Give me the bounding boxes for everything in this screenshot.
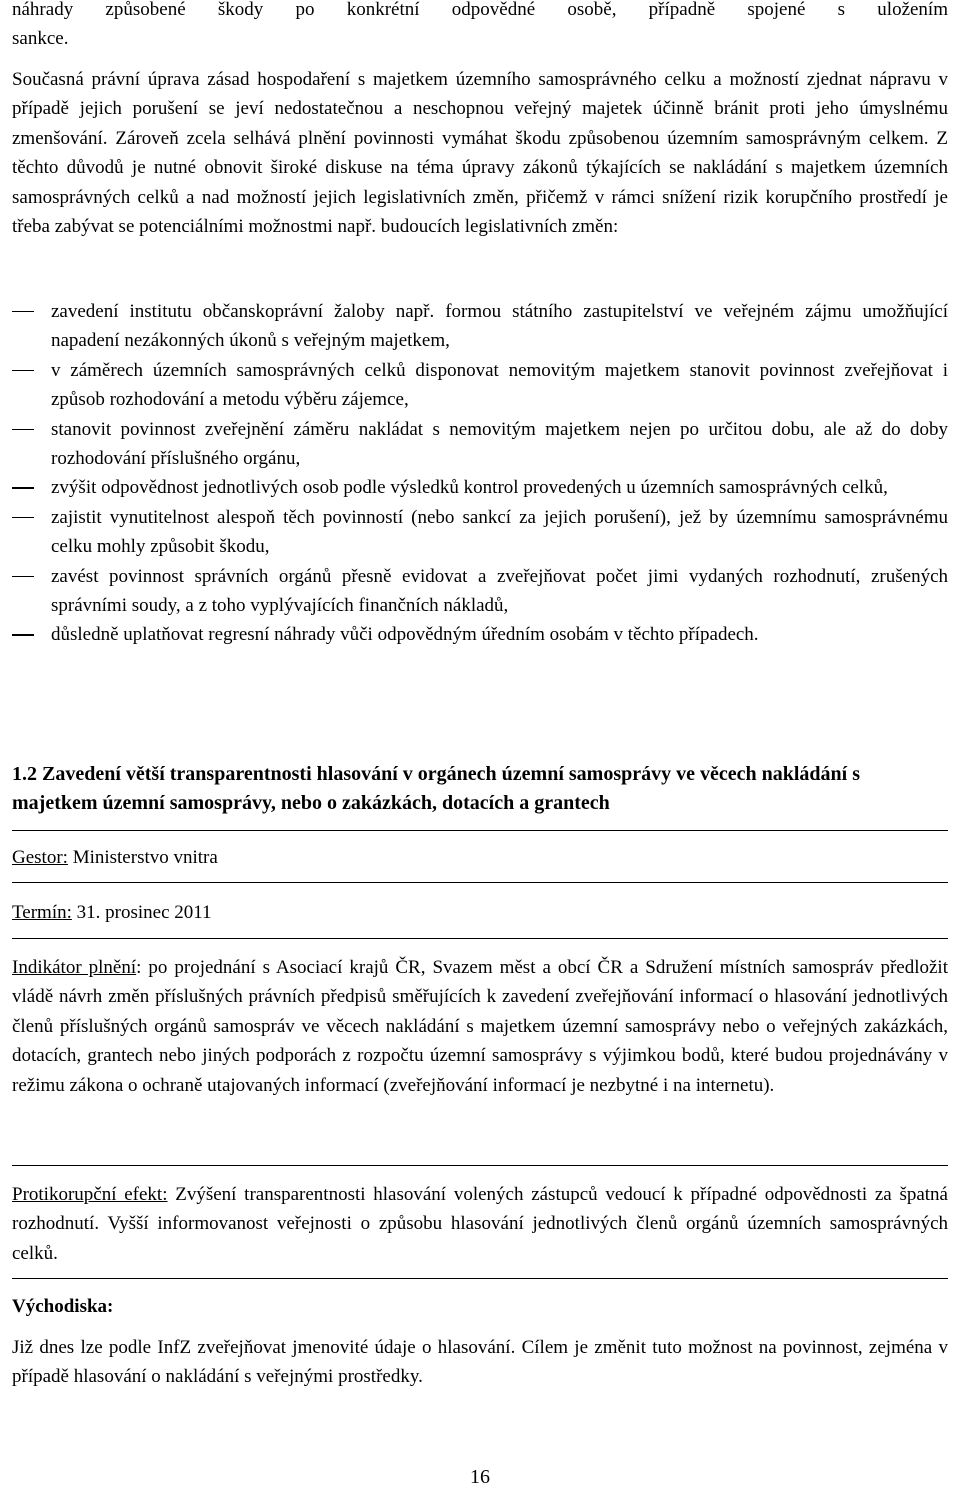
dash-bullet-icon — [12, 576, 34, 577]
list-item: zavést povinnost správních orgánů přesně evidovat a zveřejňovat počet jimi vydaných rozhodnutí, zrušených správními soudy, a z toho vyplývajících finančních nákladů, — [12, 562, 948, 621]
dash-bullet-icon — [12, 634, 34, 635]
gestor-value: Ministerstvo vnitra — [67, 847, 218, 868]
list-item: stanovit povinnost zveřejnění záměru nakládat s nemovitým majetkem nejen po určitou dobu, ale až do doby rozhodování příslušného orgánu, — [12, 415, 948, 474]
protikorupcni-label: Protikorupční efekt: — [12, 1184, 168, 1205]
list-item: zajistit vynutitelnost alespoň těch povinností (nebo sankcí za jejich porušení), jež by územnímu samosprávnému celku mohly způsobit škodu, — [12, 503, 948, 562]
indikator-label: Indikátor plnění — [12, 957, 137, 978]
intro-paragraph — [12, 0, 948, 54]
protikorupcni-text: Zvýšení transparentnosti hlasování volených zástupců vedoucí k případné odpovědnosti za špatná rozhodnutí. Vyšší informovanost veřejnosti o způsobu hlasování jednotlivých členů orgánů územních samosprávných celků. — [12, 1184, 948, 1264]
section-heading — [12, 760, 948, 818]
dash-bullet-icon — [12, 429, 34, 430]
list-item: zvýšit odpovědnost jednotlivých osob podle výsledků kontrol provedených u územních samosprávných celků, — [12, 473, 948, 502]
divider — [12, 882, 948, 883]
divider — [12, 938, 948, 939]
dash-bullet-icon — [12, 311, 34, 312]
list-item: důsledně uplatňovat regresní náhrady vůči odpovědným úředním osobám v těchto případech. — [12, 620, 948, 649]
dash-bullet-icon — [12, 487, 34, 488]
page-number: 16 — [470, 1466, 490, 1488]
gestor-label: Gestor: — [12, 847, 68, 868]
vychodiska-paragraph: Již dnes lze podle InfZ zveřejňovat jmenovité údaje o hlasování. Cílem je změnit tuto možnost na povinnost, zejména v případě hlasování o nakládání s veřejnými prostředky. — [12, 1337, 948, 1388]
list-item: zavedení institutu občanskoprávní žaloby např. formou státního zastupitelství ve veřejném zájmu umožňující napadení nezákonných úkonů s veřejným majetkem, — [12, 297, 948, 356]
dash-bullet-icon — [12, 517, 34, 518]
vychodiska-label: Východiska: — [12, 1296, 114, 1317]
indikator-text: : po projednání s Asociací krajů ČR, Svazem měst a obcí ČR a Sdružení místních samospráv předložit vládě návrh změn příslušných právních předpisů směřujících k zavedení zveřejňování informací o hlasování jednotlivých členů příslušných orgánů samospráv ve věcech nakládání s majetkem územní samosprávy nebo o veřejných zakázkách, dotacích, grantech nebo jiných podporách z rozpočtu územní samosprávy s výjimkou bodů, které budou projednávány v režimu zákona o ochraně utajovaných informací (zveřejňování informací je nezbytné i na internetu). — [12, 957, 948, 1096]
list-item: v záměrech územních samosprávných celků disponovat nemovitým majetkem stanovit povinnost zveřejňovat i způsob rozhodování a metodu výběru zájemce, — [12, 356, 948, 415]
dash-bullet-icon — [12, 370, 34, 371]
protikorupcni-paragraph — [12, 1180, 948, 1268]
intro-line-2: sankce. — [12, 28, 69, 50]
section-title: Zavedení větší transparentnosti hlasování v orgánech územní samosprávy ve věcech nakládání s majetkem územní samosprávy, nebo o zakázkách, dotacích a grantech — [12, 763, 860, 814]
main-paragraph: Současná právní úprava zásad hospodaření s majetkem územního samosprávného celku a možností zjednat nápravu v případě jejich porušení se jeví nedostatečnou a neschopnou veřejný majetek účinně bránit proti jeho úmyslnému zmenšování. Zároveň zcela selhává plnění povinnosti vymáhat škodu způsobenou územním samosprávným celkem. Z těchto důvodů je nutné obnovit široké diskuse na téma úpravy zákonů týkajících se nakládání s majetkem územních samosprávných celků a nad možností jejich legislativních změn, přičemž v rámci snížení rizik korupčního prostředí je třeba zabývat se potenciálními možnostmi např. budoucích legislativních změn: — [12, 69, 948, 238]
divider — [12, 830, 948, 831]
recommendation-list — [12, 297, 948, 650]
termin-label: Termín: — [12, 902, 72, 923]
termin-line — [12, 898, 948, 927]
divider — [12, 1165, 948, 1166]
termin-value: 31. prosinec 2011 — [71, 902, 212, 923]
gestor-line — [12, 843, 948, 872]
intro-line-1: náhrady způsobené škody po konkrétní odpovědné osobě, případně spojené s uložením — [12, 0, 948, 20]
divider — [12, 1278, 948, 1279]
indikator-paragraph — [12, 953, 948, 1100]
section-number: 1.2 — [12, 763, 37, 785]
